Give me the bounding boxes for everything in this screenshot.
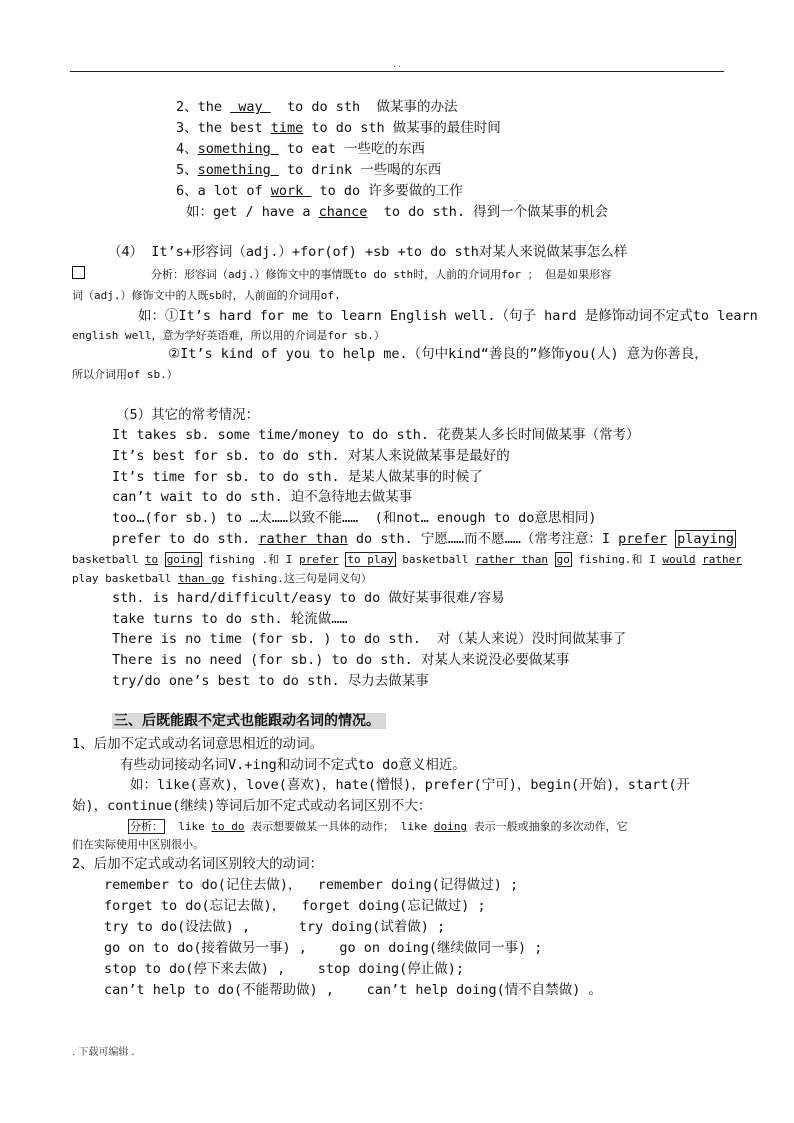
list-text: 5、 [176,162,198,178]
prefer-example-1 [72,551,742,569]
section-5-title: （5）其它的常考情况： [116,407,260,423]
phrase-5: too…(for sb.) to …太……以致不能…… (和not… enough to do意思相同) [112,510,597,526]
highlighted-heading: 三、后既能跟不定式也能跟动名词的情况。 [112,713,386,729]
analysis-like-cont: 们在实际使用中区别很小。 [72,838,204,851]
analysis-like [128,818,628,836]
underlined-to-do: to do [211,820,245,833]
verb-pair-cant-help: can’t help to do(不能帮助做) , can’t help doing(情不自禁做) 。 [104,982,602,998]
list-text: 如：get / have a [186,204,319,220]
blank-answer: work [270,183,312,199]
list-text: 6、a lot of [176,183,271,199]
verb-pair-stop: stop to do(停下来去做) , stop doing(停止做); [104,961,464,977]
phrase-7: sth. is hard/difficult/easy to do 做好某事很难/容易 [112,590,505,606]
list-item-3 [176,119,501,137]
analysis-text: 分析：形容词（adj.）修饰文中的事情既to do sth时，人前的介词用for ； 但是如果形容 [151,268,612,281]
underlined-rather: rather [702,553,742,566]
header-rule [70,71,724,72]
list-item-4 [176,140,425,158]
phrase-4: can’t wait to do sth. 迫不急待地去做某事 [112,489,413,505]
prefer-text: fishing .和 I [201,553,299,566]
example-1: 如：①It’s hard for me to learn English well.（句子 hard 是修饰动词不定式to learn [138,308,758,324]
prefer-text [667,531,675,547]
analysis-text: 表示一般或抽象的多次动作，它 [466,820,628,833]
verb-pair-remember: remember to do(记住去做)， remember doing(记得做过) ; [104,877,519,893]
verb-pair-forget: forget to do(忘记去做)， forget doing(忘记做过) ; [104,898,486,914]
verb-pair-go-on: go on to do(接着做另一事) , go on doing(继续做同一事) ; [104,940,543,956]
prefer-text [548,553,555,566]
example-2-cont: 所以介词用of sb.） [72,368,178,381]
verb-pair-try: try to do(设法做) , try doing(试着做) ; [104,919,446,935]
phrase-8: take turns to do sth. 轮流做…… [112,611,348,627]
list-text: to eat 一些吃的东西 [278,141,425,157]
boxed-playing: playing [677,531,734,547]
underlined-rather-than: rather than [258,531,348,547]
phrase-11: try/do one’s best to do sth. 尽力去做某事 [112,673,429,689]
example-2: ②It’s kind of you to help me.（句中kind“善良的”修饰you(人) 意为你善良， [168,346,708,362]
prefer-text: basketball [72,553,145,566]
list-text: to do 许多要做的工作 [311,183,463,199]
analysis-text: 表示想要做某一具体的动作； like [244,820,434,833]
phrase-2: It’s best for sb. to do sth. 对某人来说做某事是最好的 [112,448,510,464]
blank-answer: way [230,99,271,115]
list-item-2 [176,98,457,116]
list-text: 4、 [176,141,198,157]
analysis-line-1 [72,266,611,284]
prefer-text: play basketball [72,572,178,585]
part-3-heading [112,712,386,730]
phrase-10: There is no need (for sb.) to do sth. 对某人来说没必要做某事 [112,652,570,668]
list-text: to drink 一些喝的东西 [278,162,442,178]
list-item-5 [176,161,441,179]
list-text: 3、the best [176,120,271,136]
subheading-2: 2、后加不定式或动名词区别较大的动词： [72,856,324,872]
blank-answer: time [270,120,304,136]
blank-answer: something [197,141,279,157]
prefer-text [158,553,165,566]
boxed-go: go [556,553,570,566]
underlined-prefer: prefer [298,553,339,566]
part-3-text-2: 如：like(喜欢)，love(喜欢)，hate(憎恨)，prefer(宁可)，begin(开始)，start(开 [130,777,690,793]
checkbox-square-icon [72,266,85,279]
underlined-would: would [662,553,696,566]
prefer-text: prefer to do sth. [112,531,259,547]
underlined-prefer: prefer [618,531,667,547]
analysis-text: like [165,820,212,833]
list-example [186,203,608,221]
boxed-going: going [166,553,200,566]
footer-note: . 下载可编辑 . [72,1047,135,1058]
header-dots: .. [392,60,402,69]
prefer-text: fishing.这三句是同义句） [224,572,372,585]
phrase-1: It takes sb. some time/money to do sth. 花费某人多长时间做某事（常考） [112,427,640,443]
subheading-1: 1、后加不定式或动名词意思相近的动词。 [72,736,324,752]
list-text: to do sth 做某事的办法 [270,99,458,115]
prefer-example-2 [72,570,372,588]
list-text: to do sth 做某事的最佳时间 [303,120,501,136]
blank-answer: chance [318,204,368,220]
phrase-prefer [112,530,736,548]
boxed-analysis-label: 分析： [130,820,163,833]
underlined-to: to [144,553,159,566]
section-4-title: （4） It’s+形容词（adj.）+for(of) +sb +to do sth对某人来说做某事怎么样 [108,244,628,260]
phrase-9: There is no time (for sb. ) to do sth. 对（某人来说）没时间做某事了 [112,631,627,647]
boxed-to-play: to play [347,553,394,566]
underlined-rather-than: rather than [475,553,549,566]
list-text: to do sth. 得到一个做某事的机会 [367,204,609,220]
prefer-text: fishing.和 I [571,553,663,566]
analysis-line-2: 词（adj.）修饰文中的人既sb时，人前面的介词用of. [72,289,341,302]
part-3-text-3: 始)，continue(继续)等词后加不定式或动名词区别不大： [72,798,432,814]
prefer-text: do sth. 宁愿……而不愿……（常考注意：I [347,531,619,547]
underlined-doing: doing [433,820,467,833]
list-item-6 [176,182,463,200]
example-1-cont: english well，意为学好英语难，所以用的介词是for sb.） [72,329,385,342]
underlined-than-go: than go [177,572,225,585]
phrase-3: It’s time for sb. to do sth. 是某人做某事的时候了 [112,469,483,485]
blank-answer: something [197,162,279,178]
list-text: 2、the [176,99,231,115]
part-3-text-1: 有些动词接动名词V.+ing和动词不定式to do意义相近。 [120,757,466,773]
prefer-text: basketball [395,553,476,566]
